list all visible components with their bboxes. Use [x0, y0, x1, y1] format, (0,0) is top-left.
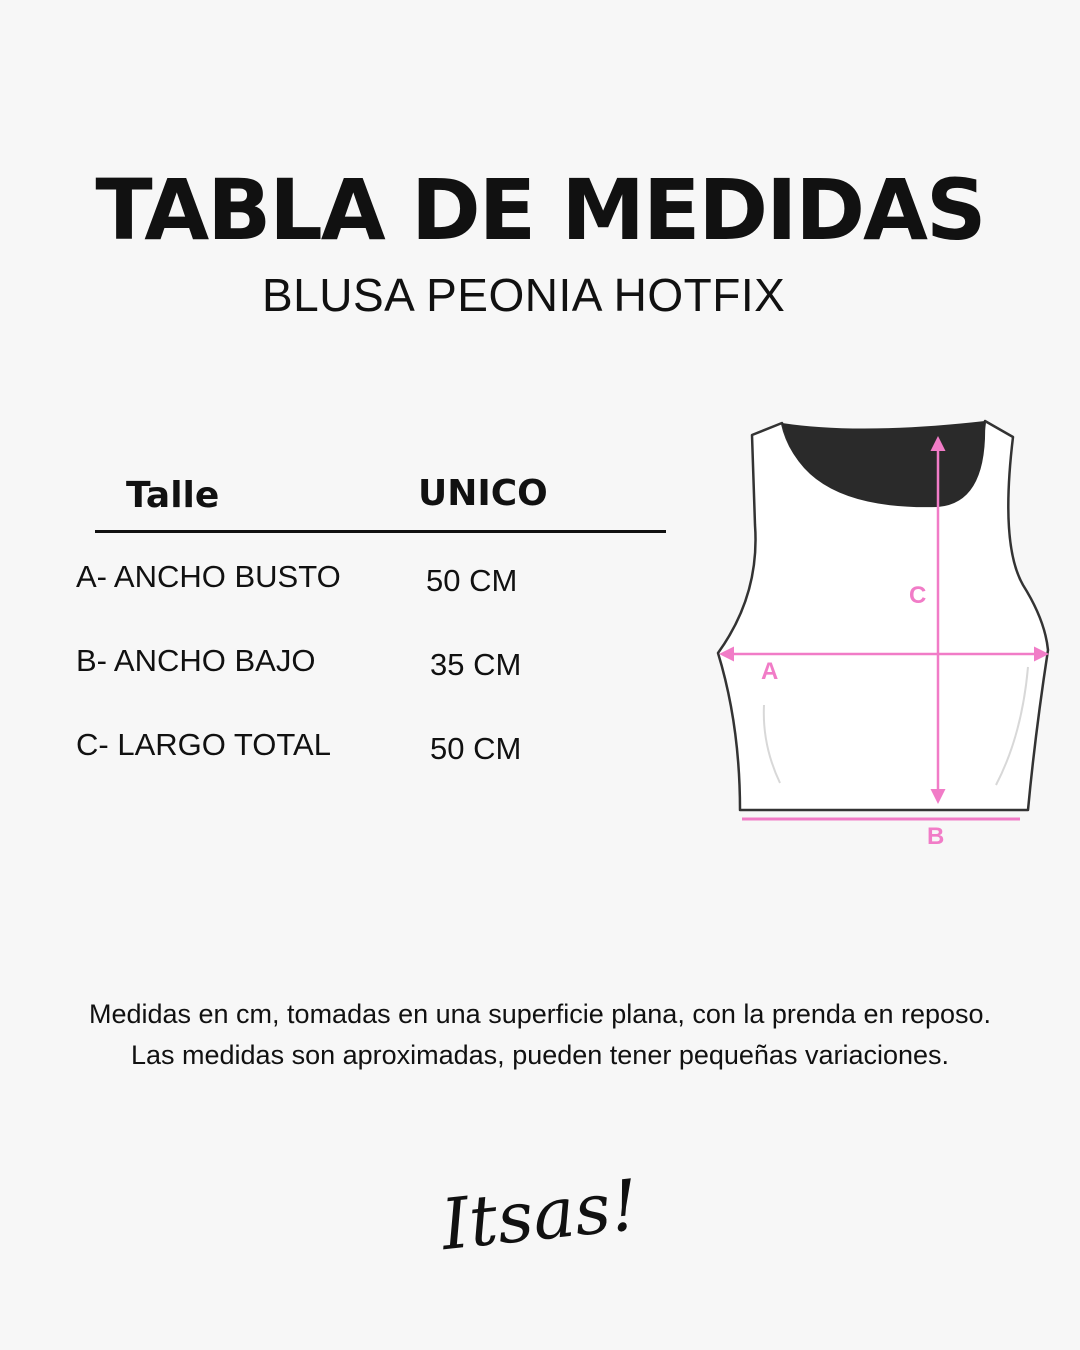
measurement-notes: [0, 994, 1080, 1076]
measure-value-bust: 50 CM: [426, 563, 518, 598]
note-line-1: Medidas en cm, tomadas en una superficie plana, con la prenda en reposo.: [88, 999, 992, 1029]
garment-diagram: [700, 405, 1070, 855]
size-column-header: Talle: [126, 475, 220, 516]
page-title: TABLA DE MEDIDAS: [95, 161, 985, 259]
label-c: C: [909, 582, 927, 609]
label-a: A: [761, 658, 779, 685]
header-divider: [95, 530, 666, 533]
measure-value-hem: 35 CM: [430, 647, 522, 682]
measure-label-hem: B- ANCHO BAJO: [76, 643, 316, 678]
note-line-2: Las medidas son aproximadas, pueden tener pequeñas variaciones.: [130, 1040, 950, 1070]
measure-label-bust: A- ANCHO BUSTO: [76, 559, 341, 594]
product-name: BLUSA PEONIA HOTFIX: [262, 269, 786, 321]
size-value-header: UNICO: [418, 473, 548, 514]
measure-value-length: 50 CM: [430, 731, 522, 766]
label-b: B: [927, 823, 945, 850]
brand-logo: Itsas!: [437, 1163, 643, 1267]
measure-label-length: C- LARGO TOTAL: [76, 727, 331, 762]
